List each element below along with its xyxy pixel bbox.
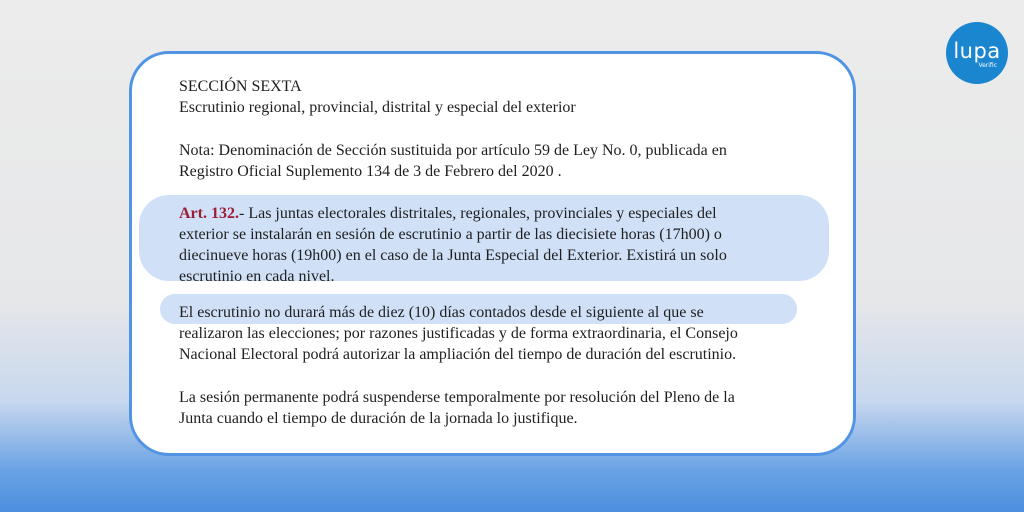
note-line-1: Nota: Denominación de Sección sustituida por artículo 59 de Ley No. 0, publicada en: [179, 142, 727, 159]
article-number: Art. 132.: [179, 205, 239, 222]
paragraph2-line-2: realizaron las elecciones; por razones justificadas y de forma extraordinaria, el Consejo: [179, 325, 738, 342]
logo-sub: Verific: [978, 62, 997, 69]
lupa-logo: [946, 22, 1008, 84]
article-line-1: [179, 203, 819, 224]
section-title: SECCIÓN SEXTA: [179, 78, 302, 95]
article-line-4: escrutinio en cada nivel.: [179, 268, 335, 285]
paragraph2-line-3: Nacional Electoral podrá autorizar la ampliación del tiempo de duración del escrutinio.: [179, 346, 737, 363]
section-subtitle: Escrutinio regional, provincial, distrital y especial del exterior: [179, 99, 576, 116]
paragraph3-line-1: La sesión permanente podrá suspenderse temporalmente por resolución del Pleno de la: [179, 389, 735, 406]
paragraph3-line-2: Junta cuando el tiempo de duración de la jornada lo justifique.: [179, 410, 578, 427]
logo-word: lupa: [953, 39, 1001, 63]
paragraph2-line-1: El escrutinio no durará más de diez (10) días contados desde el siguiente al que se: [179, 304, 704, 321]
note-line-2: Registro Oficial Suplemento 134 de 3 de Febrero del 2020 .: [179, 163, 562, 180]
article-text-1: - Las juntas electorales distritales, regionales, provinciales y especiales del: [238, 205, 717, 222]
article-line-2: exterior se instalarán en sesión de escrutinio a partir de las diecisiete horas (17h00) o: [179, 226, 722, 243]
article-line-3: diecinueve horas (19h00) en el caso de la Junta Especial del Exterior. Existirá un solo: [179, 247, 727, 264]
